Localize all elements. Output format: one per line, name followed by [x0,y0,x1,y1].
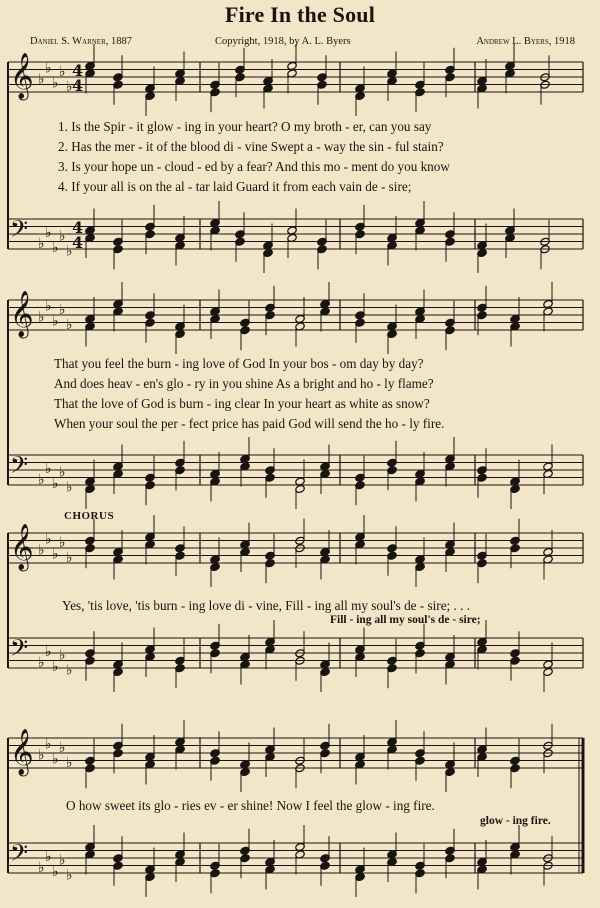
treble-clef-icon: 𝄞 [10,524,34,570]
flat-icon: ♭ [45,736,52,753]
bass-clef-icon: 𝄢 [10,451,29,484]
flat-icon: ♭ [52,751,59,768]
hymn-title: Fire In the Soul [224,2,376,27]
verse-2-line-b: And does heav - en's glo - ry in you shine As a bright and ho - ly flame? [54,376,434,391]
flat-icon: ♭ [38,542,45,559]
flat-icon: ♭ [66,317,73,333]
verse-3-line-a: 3. Is your hope un - cloud - ed by a fear? And this mo - ment do you know [58,159,450,174]
flat-icon: ♭ [66,662,73,679]
flat-icon: ♭ [45,643,52,660]
flat-icon: ♭ [59,64,66,80]
verse-1-line-a: 1. Is the Spir - it glow - ing in your heart? O my broth - er, can you say [58,119,432,134]
treble-clef-icon: 𝄞 [10,291,34,337]
verse-2-line-a: 2. Has the mer - it of the blood di - vine Swept a - way the sin - ful stain? [58,139,444,154]
flat-icon: ♭ [52,546,59,563]
flat-icon: ♭ [45,531,52,548]
time-signature-bottom: 4 [72,76,84,95]
flat-icon: ♭ [38,309,45,326]
treble-clef-icon: 𝄞 [10,729,34,775]
flat-icon: ♭ [52,863,59,880]
flat-icon: ♭ [38,71,45,88]
flat-icon: ♭ [66,79,73,95]
flat-icon: ♭ [52,75,59,92]
flat-icon: ♭ [38,747,45,764]
verse-3-line-b: That the love of God is burn - ing clear In your heart as white as snow? [54,396,430,411]
time-signature-bottom: 4 [72,233,84,252]
bass-clef-icon: 𝄢 [10,634,29,667]
flat-icon: ♭ [52,239,59,256]
time-signature-top: 4 [72,61,84,80]
flat-icon: ♭ [59,852,66,869]
flat-icon: ♭ [38,472,45,488]
flat-icon: ♭ [45,60,52,77]
flat-icon: ♭ [38,655,45,671]
composer-credit: Andrew L. Byers, 1918 [476,36,575,47]
flat-icon: ♭ [52,313,59,330]
flat-icon: ♭ [59,228,66,245]
flat-icon: ♭ [45,298,52,315]
bass-clef-icon: 𝄢 [10,215,29,248]
verse-4-line-a: 4. If your all is on the al - tar laid Guard it from each vain de - sire; [58,179,412,194]
flat-icon: ♭ [66,755,73,771]
flat-icon: ♭ [52,658,59,675]
flat-icon: ♭ [38,236,45,252]
time-signature-top: 4 [72,218,84,237]
flat-icon: ♭ [59,647,66,664]
verse-1-line-b: That you feel the burn - ing love of God In your bos - om day by day? [54,356,424,371]
treble-clef-icon: 𝄞 [10,53,34,99]
flat-icon: ♭ [66,550,73,566]
copyright-notice: Copyright, 1918, by A. L. Byers [215,36,351,47]
flat-icon: ♭ [59,740,66,756]
verse-4-line-b: When your soul the per - fect price has paid God will send the ho - ly fire. [54,416,445,431]
bass-clef-icon: 𝄢 [10,839,29,872]
chorus-line-2: O how sweet its glo - ries ev - er shine! Now I feel the glow - ing fire. [66,798,435,813]
flat-icon: ♭ [45,848,52,865]
author-credit: Daniel S. Warner, 1887 [30,36,132,47]
chorus-label: CHORUS [64,510,115,522]
flat-icon: ♭ [38,860,45,876]
chorus-line-1: Yes, 'tis love, 'tis burn - ing love di - vine, Fill - ing all my soul's de - sire; . . . [62,598,470,613]
flat-icon: ♭ [66,867,73,884]
flat-icon: ♭ [45,460,52,477]
flat-icon: ♭ [59,535,66,551]
flat-icon: ♭ [52,475,59,492]
flat-icon: ♭ [45,224,52,241]
flat-icon: ♭ [59,302,66,318]
flat-icon: ♭ [66,243,73,260]
flat-icon: ♭ [59,464,66,481]
chorus-echo-2: glow - ing fire. [480,815,551,827]
flat-icon: ♭ [66,479,73,496]
chorus-echo-1: Fill - ing all my soul's de - sire; [330,614,481,626]
